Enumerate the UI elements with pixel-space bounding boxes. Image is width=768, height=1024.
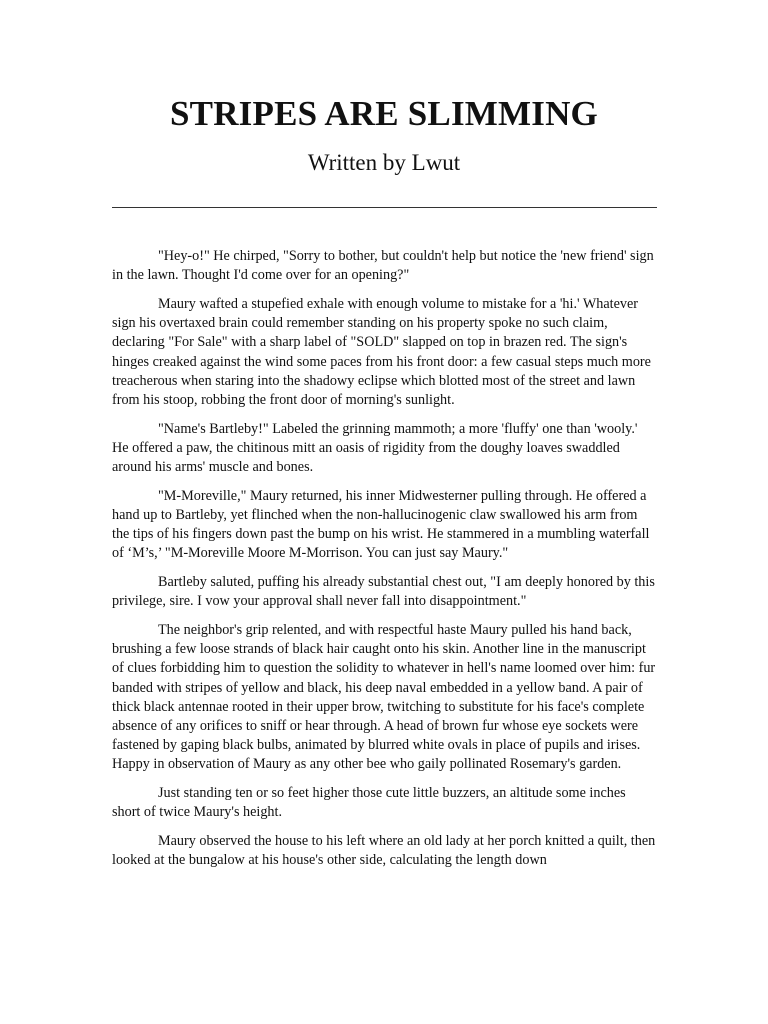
author-byline: Written by Lwut — [307, 150, 461, 175]
paragraph: The neighbor's grip relented, and with respectful haste Maury pulled his hand back, brushing a few loose strands of black hair caught onto his skin. Another line in the manuscript of clues forbidding him to question the solidity to whatever in hell's name loomed over him: fur banded with stripes of yellow and black, his deep naval embedded in a yellow band. A pair of thick black antennae rooted in their upper brow, twitching to substitute for his face's complete absence of any orifices to sniff or hear through. A head of brown fur whose eye sockets were fastened by gaping black bulbs, animated by blurred white ovals in place of pupils and irises. Happy in observation of Maury as any other bee who gaily pollinated Rosemary's garden. — [112, 621, 656, 773]
paragraph: "Hey-o!" He chirped, "Sorry to bother, but couldn't help but notice the 'new friend' sign in the lawn. Thought I'd come over for an opening?" — [112, 248, 654, 284]
title-divider — [112, 207, 657, 208]
paragraph: "Name's Bartleby!" Labeled the grinning mammoth; a more 'fluffy' one than 'wooly.' He offered a paw, the chitinous mitt an oasis of rigidity from the doughy loaves swaddled around his arms' muscle and bones. — [112, 420, 638, 476]
paragraph: Bartleby saluted, puffing his already substantial chest out, "I am deeply honored by this privilege, sire. I vow your approval shall never fall into disappointment." — [112, 574, 655, 610]
document-title: STRIPES ARE SLIMMING — [170, 94, 598, 133]
paragraph: "M-Moreville," Maury returned, his inner Midwesterner pulling through. He offered a hand up to Bartleby, yet flinched when the non-hallucinogenic claw swallowed his arm from the tips of his fingers down past the bump on his wrist. He stammered in a mumbling waterfall of ‘M’s,’ "M-Moreville Moore M-Morrison. You can just say Maury." — [112, 487, 650, 562]
paragraph: Just standing ten or so feet higher those cute little buzzers, an altitude some inches short of twice Maury's height. — [112, 785, 626, 821]
story-body — [112, 247, 657, 880]
paragraph: Maury wafted a stupefied exhale with enough volume to mistake for a 'hi.' Whatever sign his overtaxed brain could remember standing on his property spoke no such claim, declaring "For Sale" with a sharp label of "SOLD" slapped on top in brazen red. The sign's hinges creaked against the wind some paces from his front door: a few casual steps much more treacherous when staring into the shadowy eclipse which blotted most of the street and lawn from his stoop, robbing the front door of morning's sunlight. — [112, 295, 651, 408]
paragraph: Maury observed the house to his left where an old lady at her porch knitted a quilt, then looked at the bungalow at his house's other side, calculating the length down — [112, 832, 656, 869]
